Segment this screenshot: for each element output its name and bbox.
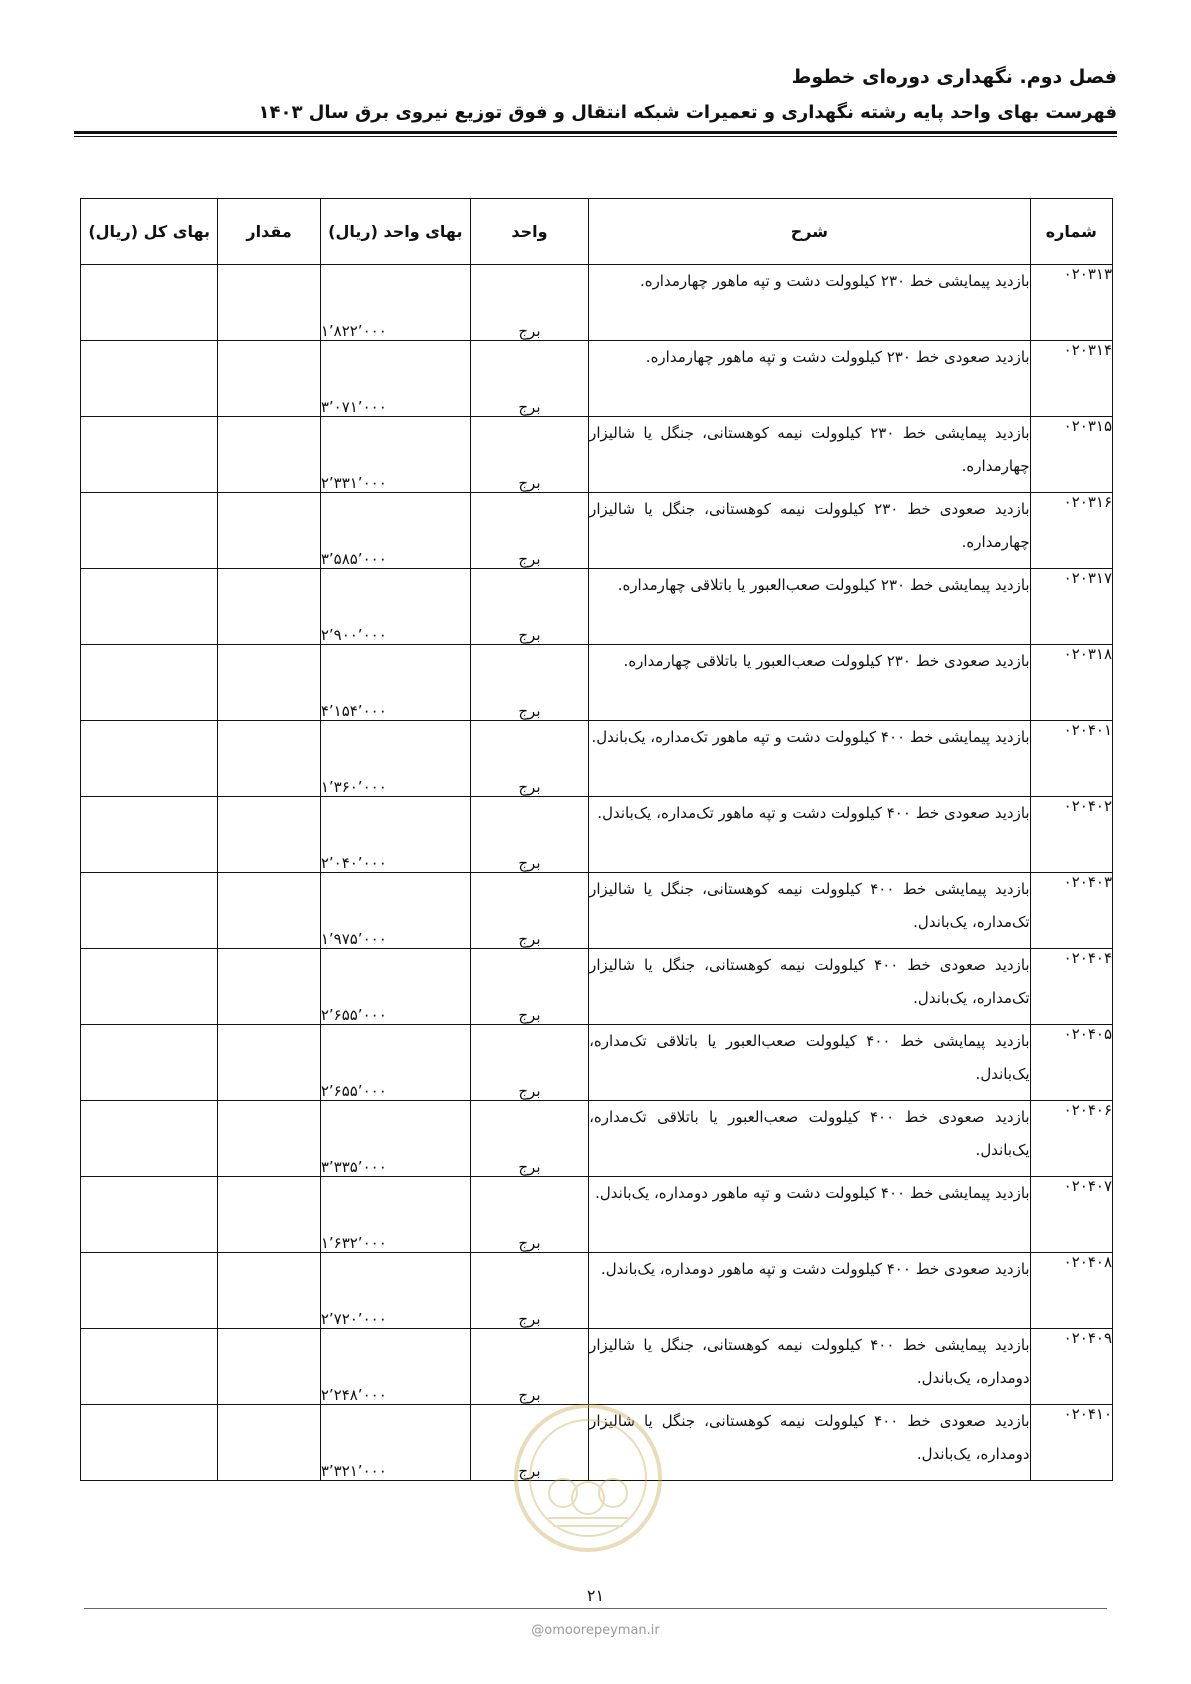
row-unit: برج bbox=[470, 873, 588, 949]
row-code: ۰۲۰۴۰۱ bbox=[1030, 721, 1112, 797]
table-row bbox=[81, 721, 1113, 797]
row-description: بازدید صعودی خط ۴۰۰ کیلوولت نیمه کوهستانی، جنگل یا شالیزار تک‌مداره، یک‌باندل. bbox=[589, 949, 1031, 1025]
table-row bbox=[81, 569, 1113, 645]
row-quantity bbox=[218, 949, 320, 1025]
row-unit-price: ۲٬۲۴۸٬۰۰۰ bbox=[320, 1329, 470, 1405]
row-quantity bbox=[218, 797, 320, 873]
row-unit: برج bbox=[470, 341, 588, 417]
table-row bbox=[81, 417, 1113, 493]
row-quantity bbox=[218, 569, 320, 645]
row-description: بازدید صعودی خط ۴۰۰ کیلوولت دشت و تپه ماهور تک‌مداره، یک‌باندل. bbox=[589, 797, 1031, 873]
row-quantity bbox=[218, 493, 320, 569]
header-rule-thick bbox=[74, 131, 1117, 134]
row-total-price bbox=[81, 417, 218, 493]
row-code: ۰۲۰۴۰۷ bbox=[1030, 1177, 1112, 1253]
row-quantity bbox=[218, 721, 320, 797]
row-unit-price: ۲٬۷۲۰٬۰۰۰ bbox=[320, 1253, 470, 1329]
chapter-title: فصل دوم. نگهداری دوره‌ای خطوط bbox=[791, 66, 1117, 88]
row-total-price bbox=[81, 493, 218, 569]
header-description: شرح bbox=[589, 199, 1031, 265]
header-total-price: بهای کل (ریال) bbox=[81, 199, 218, 265]
row-quantity bbox=[218, 1177, 320, 1253]
watermark-handle: @omoorepeyman.ir bbox=[531, 1623, 660, 1638]
row-code: ۰۲۰۳۱۴ bbox=[1030, 341, 1112, 417]
row-unit-price: ۲٬۰۴۰٬۰۰۰ bbox=[320, 797, 470, 873]
row-unit-price: ۲٬۶۵۵٬۰۰۰ bbox=[320, 949, 470, 1025]
row-unit: برج bbox=[470, 949, 588, 1025]
row-quantity bbox=[218, 1101, 320, 1177]
table-row bbox=[81, 341, 1113, 417]
row-unit: برج bbox=[470, 1025, 588, 1101]
row-description: بازدید صعودی خط ۴۰۰ کیلوولت دشت و تپه ماهور دومداره، یک‌باندل. bbox=[589, 1253, 1031, 1329]
row-code: ۰۲۰۴۰۲ bbox=[1030, 797, 1112, 873]
header-unit-price: بهای واحد (ریال) bbox=[320, 199, 470, 265]
row-unit: برج bbox=[470, 1329, 588, 1405]
row-unit-price: ۳٬۳۳۵٬۰۰۰ bbox=[320, 1101, 470, 1177]
row-total-price bbox=[81, 1025, 218, 1101]
row-code: ۰۲۰۳۱۳ bbox=[1030, 265, 1112, 341]
row-unit-price: ۲٬۳۳۱٬۰۰۰ bbox=[320, 417, 470, 493]
row-code: ۰۲۰۴۱۰ bbox=[1030, 1405, 1112, 1481]
header-rule-thin bbox=[74, 136, 1117, 137]
row-unit: برج bbox=[470, 1177, 588, 1253]
table-row bbox=[81, 265, 1113, 341]
row-total-price bbox=[81, 645, 218, 721]
table-row bbox=[81, 1177, 1113, 1253]
row-total-price bbox=[81, 265, 218, 341]
row-description: بازدید صعودی خط ۲۳۰ کیلوولت نیمه کوهستانی، جنگل یا شالیزار چهارمداره. bbox=[589, 493, 1031, 569]
row-unit-price: ۱٬۶۳۲٬۰۰۰ bbox=[320, 1177, 470, 1253]
row-code: ۰۲۰۴۰۸ bbox=[1030, 1253, 1112, 1329]
row-quantity bbox=[218, 417, 320, 493]
row-unit: برج bbox=[470, 645, 588, 721]
table-row bbox=[81, 493, 1113, 569]
row-unit: برج bbox=[470, 265, 588, 341]
row-quantity bbox=[218, 265, 320, 341]
row-total-price bbox=[81, 1329, 218, 1405]
table-row bbox=[81, 1405, 1113, 1481]
row-total-price bbox=[81, 949, 218, 1025]
row-description: بازدید پیمایشی خط ۴۰۰ کیلوولت دشت و تپه ماهور تک‌مداره، یک‌باندل. bbox=[589, 721, 1031, 797]
row-code: ۰۲۰۴۰۹ bbox=[1030, 1329, 1112, 1405]
row-code: ۰۲۰۴۰۶ bbox=[1030, 1101, 1112, 1177]
row-total-price bbox=[81, 1101, 218, 1177]
row-total-price bbox=[81, 873, 218, 949]
row-code: ۰۲۰۴۰۵ bbox=[1030, 1025, 1112, 1101]
row-quantity bbox=[218, 1025, 320, 1101]
row-total-price bbox=[81, 1177, 218, 1253]
row-total-price bbox=[81, 569, 218, 645]
row-unit-price: ۱٬۸۲۲٬۰۰۰ bbox=[320, 265, 470, 341]
row-quantity bbox=[218, 873, 320, 949]
table-row bbox=[81, 873, 1113, 949]
row-description: بازدید پیمایشی خط ۴۰۰ کیلوولت دشت و تپه ماهور دومداره، یک‌باندل. bbox=[589, 1177, 1031, 1253]
header-quantity: مقدار bbox=[218, 199, 320, 265]
row-unit-price: ۱٬۹۷۵٬۰۰۰ bbox=[320, 873, 470, 949]
table-row bbox=[81, 645, 1113, 721]
row-code: ۰۲۰۳۱۷ bbox=[1030, 569, 1112, 645]
row-unit: برج bbox=[470, 1405, 588, 1481]
row-total-price bbox=[81, 721, 218, 797]
row-total-price bbox=[81, 341, 218, 417]
row-description: بازدید پیمایشی خط ۴۰۰ کیلوولت صعب‌العبور یا باتلاقی تک‌مداره، یک‌باندل. bbox=[589, 1025, 1031, 1101]
table-row bbox=[81, 949, 1113, 1025]
document-subtitle: فهرست بهای واحد پایه رشته نگهداری و تعمیرات شبکه انتقال و فوق توزیع نیروی برق سال ۱۴۰۳ bbox=[258, 102, 1117, 123]
row-description: بازدید صعودی خط ۲۳۰ کیلوولت دشت و تپه ماهور چهارمداره. bbox=[589, 341, 1031, 417]
table-row bbox=[81, 1329, 1113, 1405]
row-total-price bbox=[81, 1253, 218, 1329]
row-unit-price: ۱٬۳۶۰٬۰۰۰ bbox=[320, 721, 470, 797]
row-description: بازدید پیمایشی خط ۲۳۰ کیلوولت نیمه کوهستانی، جنگل یا شالیزار چهارمداره. bbox=[589, 417, 1031, 493]
table-header-row bbox=[81, 199, 1113, 265]
row-total-price bbox=[81, 797, 218, 873]
row-unit: برج bbox=[470, 493, 588, 569]
row-description: بازدید پیمایشی خط ۴۰۰ کیلوولت نیمه کوهستانی، جنگل یا شالیزار دومداره، یک‌باندل. bbox=[589, 1329, 1031, 1405]
row-unit: برج bbox=[470, 721, 588, 797]
row-description: بازدید پیمایشی خط ۴۰۰ کیلوولت نیمه کوهستانی، جنگل یا شالیزار تک‌مداره، یک‌باندل. bbox=[589, 873, 1031, 949]
footer-rule bbox=[84, 1608, 1107, 1609]
row-description: بازدید صعودی خط ۴۰۰ کیلوولت صعب‌العبور یا باتلاقی تک‌مداره، یک‌باندل. bbox=[589, 1101, 1031, 1177]
row-quantity bbox=[218, 1253, 320, 1329]
row-description: بازدید پیمایشی خط ۲۳۰ کیلوولت دشت و تپه ماهور چهارمداره. bbox=[589, 265, 1031, 341]
row-unit-price: ۴٬۱۵۴٬۰۰۰ bbox=[320, 645, 470, 721]
row-unit: برج bbox=[470, 797, 588, 873]
row-quantity bbox=[218, 1329, 320, 1405]
row-unit-price: ۲٬۹۰۰٬۰۰۰ bbox=[320, 569, 470, 645]
row-code: ۰۲۰۳۱۸ bbox=[1030, 645, 1112, 721]
page-number: ۲۱ bbox=[586, 1586, 605, 1605]
row-unit-price: ۳٬۰۷۱٬۰۰۰ bbox=[320, 341, 470, 417]
row-description: بازدید صعودی خط ۲۳۰ کیلوولت صعب‌العبور یا باتلاقی چهارمداره. bbox=[589, 645, 1031, 721]
table-row bbox=[81, 797, 1113, 873]
row-unit: برج bbox=[470, 569, 588, 645]
row-quantity bbox=[218, 341, 320, 417]
table-row bbox=[81, 1101, 1113, 1177]
row-total-price bbox=[81, 1405, 218, 1481]
row-description: بازدید صعودی خط ۴۰۰ کیلوولت نیمه کوهستانی، جنگل یا شالیزار دومداره، یک‌باندل. bbox=[589, 1405, 1031, 1481]
row-code: ۰۲۰۴۰۴ bbox=[1030, 949, 1112, 1025]
row-unit-price: ۳٬۳۲۱٬۰۰۰ bbox=[320, 1405, 470, 1481]
header-code: شماره bbox=[1030, 199, 1112, 265]
row-code: ۰۲۰۳۱۵ bbox=[1030, 417, 1112, 493]
row-description: بازدید پیمایشی خط ۲۳۰ کیلوولت صعب‌العبور یا باتلاقی چهارمداره. bbox=[589, 569, 1031, 645]
row-unit: برج bbox=[470, 417, 588, 493]
row-unit-price: ۳٬۵۸۵٬۰۰۰ bbox=[320, 493, 470, 569]
row-code: ۰۲۰۳۱۶ bbox=[1030, 493, 1112, 569]
row-code: ۰۲۰۴۰۳ bbox=[1030, 873, 1112, 949]
page-header bbox=[0, 0, 1191, 140]
header-unit: واحد bbox=[470, 199, 588, 265]
row-unit: برج bbox=[470, 1101, 588, 1177]
table-row bbox=[81, 1253, 1113, 1329]
row-quantity bbox=[218, 1405, 320, 1481]
row-unit: برج bbox=[470, 1253, 588, 1329]
row-unit-price: ۲٬۶۵۵٬۰۰۰ bbox=[320, 1025, 470, 1101]
price-list-table bbox=[80, 198, 1113, 1481]
table-row bbox=[81, 1025, 1113, 1101]
row-quantity bbox=[218, 645, 320, 721]
